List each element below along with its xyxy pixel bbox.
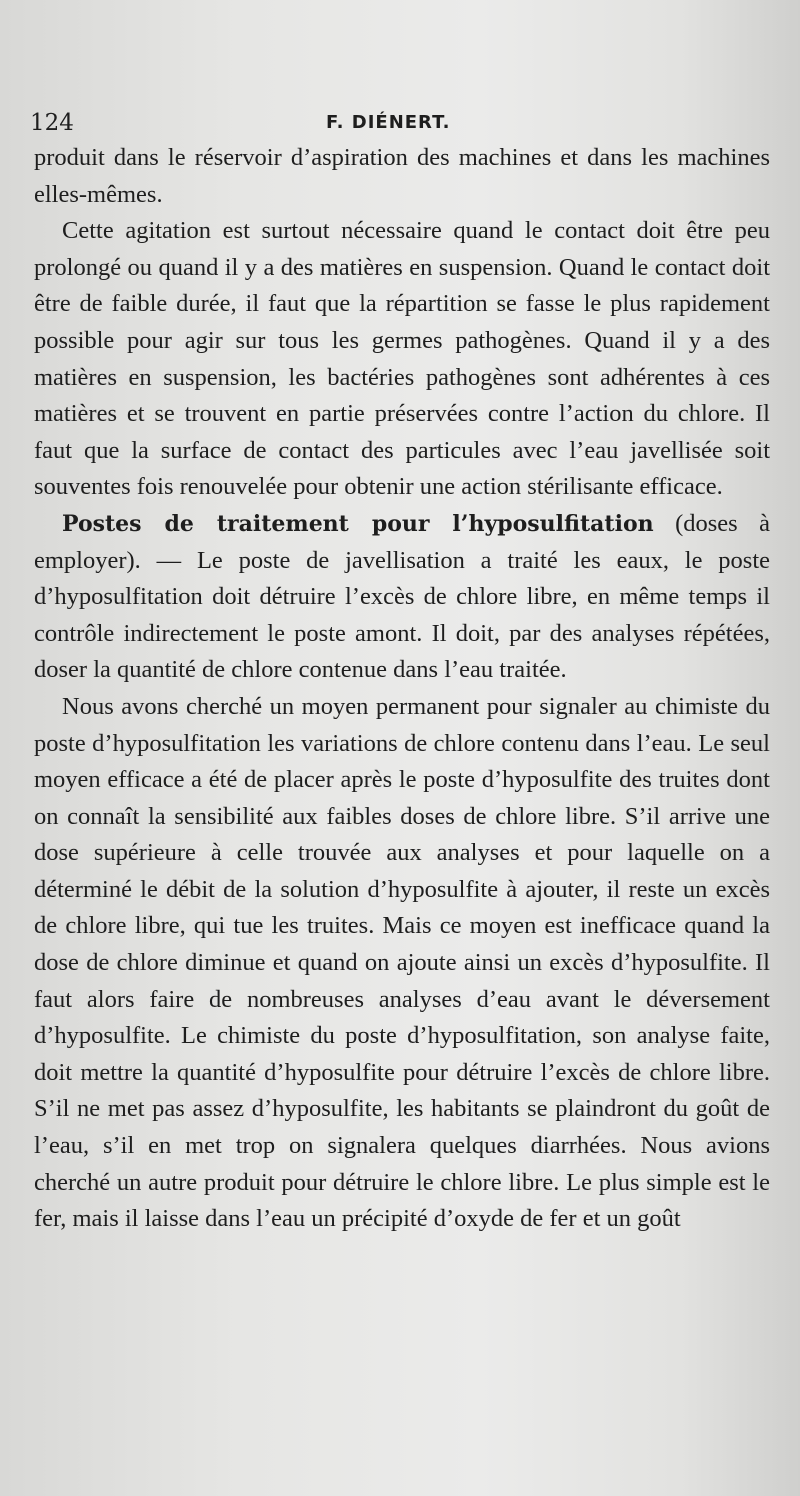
paragraph-1-text: produit dans le réservoir d’aspiration des machines et dans les machines elles-mêmes. — [34, 144, 770, 208]
page-number: 124 — [30, 110, 74, 136]
paragraph-4-text: Nous avons cherché un moyen permanent pour signaler au chimiste du poste d’hyposulfitation les variations de chlore contenu dans l’eau. Le seul moyen efficace a été de placer après le poste d’hyposulfite des truites dont on connaît la sensibilité aux faibles doses de chlore libre. S’il arrive une dose supérieure à celle trouvée aux analyses et pour laquelle on a déterminé le débit de la solution d’hyposulfite à ajouter, il reste un excès de chlore libre, qui tue les truites. Mais ce moyen est inefficace quand la dose de chlore diminue et quand on ajoute ainsi un excès d’hyposulfite. Il faut alors faire de nombreuses analyses d’eau avant le déversement d’hyposulfite. Le chimiste du poste d’hyposulfitation, son analyse faite, doit mettre la quantité d’hyposulfite pour détruire l’excès de chlore libre. S’il ne met pas assez d’hyposulfite, les habitants se plaindront du goût de l’eau, s’il en met trop on signalera quelques diarrhées. Nous avions cherché un autre produit pour détruire le chlore libre. Le plus simple est le fer, mais il laisse dans l’eau un précipité d’oxyde de fer et un goût — [34, 692, 770, 1233]
book-page — [30, 100, 770, 1238]
body-text — [34, 140, 770, 1238]
page-header — [30, 100, 770, 140]
paragraph-2-text: Cette agitation est surtout nécessaire quand le contact doit être peu prolongé ou quand il y a des matières en suspension. Quand le contact doit être de faible durée, il faut que la répartition se fasse le plus rapidement possible pour agir sur tous les germes pathogènes. Quand il y a des matières en suspension, les bactéries pathogènes sont adhérentes à ces matières et se trouvent en partie préservées contre l’action du chlore. Il faut que la surface de contact des particules avec l’eau javellisée soit souventes fois renouvelée pour obtenir une action stérilisante efficace. — [34, 217, 770, 501]
section-heading: Postes de traitement pour l’hyposulfitation — [62, 510, 654, 537]
paragraph-3-text: (doses à employer). — Le poste de javellisation a traité les eaux, le poste d’hyposulfitation doit détruire l’excès de chlore libre, en même temps il contrôle indirectement le poste amont. Il doit, par des analyses répétées, doser la quantité de chlore contenue dans l’eau traitée. — [34, 509, 770, 684]
running-head: F. DIÉNERT. — [326, 112, 451, 133]
paragraph-4 — [34, 689, 770, 1238]
paragraph-2 — [34, 213, 770, 506]
paragraph-1 — [34, 140, 770, 213]
paragraph-3 — [34, 506, 770, 689]
